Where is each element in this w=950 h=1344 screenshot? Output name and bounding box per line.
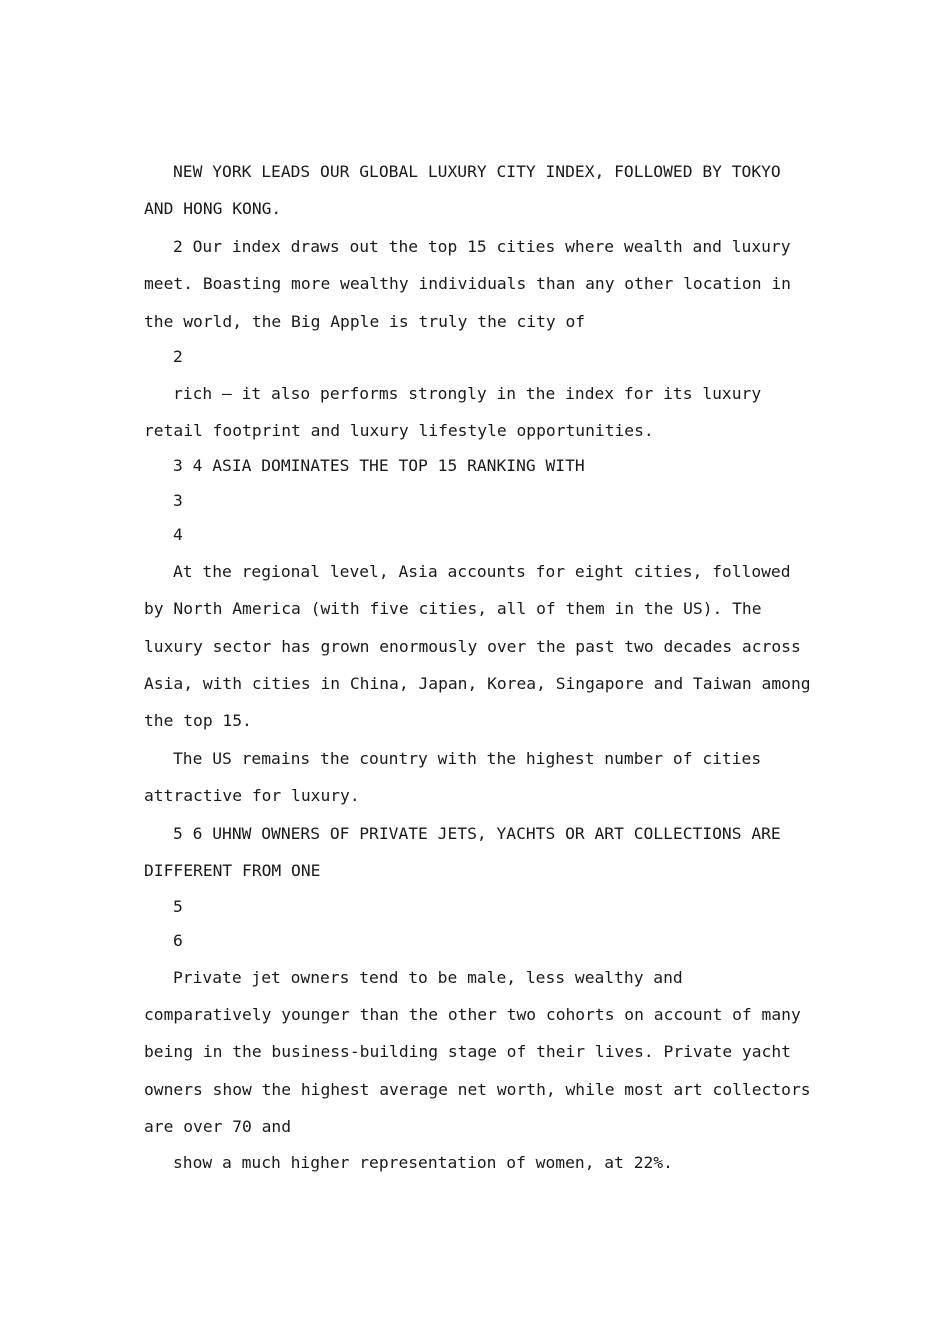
paragraph-private-jet: Private jet owners tend to be male, less wealthy and comparatively younger than the other two cohorts on account of many being in the business-building stage of their lives. Private yacht owners show the highest average net worth, while most art collectors are over 70 and	[144, 967, 811, 1137]
heading-new-york: NEW YORK LEADS OUR GLOBAL LUXURY CITY INDEX, FOLLOWED BY TOKYO AND HONG KONG.	[144, 162, 781, 219]
paragraph-us: The US remains the country with the highest number of cities attractive for luxury.	[144, 748, 762, 806]
footnote-number: 4	[173, 525, 183, 545]
paragraph-women: show a much higher representation of women, at 22%.	[173, 1152, 673, 1172]
paragraph-regional: At the regional level, Asia accounts for eight cities, followed by North America (with five cities, all of them in the US). The luxury sector has grown enormously over the past two decades across Asia, with cities in China, Japan, Korea, Singapore and Taiwan among the top 15.	[144, 561, 811, 731]
heading-uhnw: 5 6 UHNW OWNERS OF PRIVATE JETS, YACHTS OR ART COLLECTIONS ARE DIFFERENT FROM ONE	[144, 823, 781, 881]
document-body	[144, 153, 814, 1180]
footnote-number: 3	[173, 490, 183, 510]
footnote-number: 5	[173, 896, 183, 916]
footnote-number: 6	[173, 931, 183, 950]
heading-asia: 3 4 ASIA DOMINATES THE TOP 15 RANKING WITH	[173, 456, 585, 476]
footnote-number: 2	[173, 347, 183, 367]
paragraph-index: 2 Our index draws out the top 15 cities where wealth and luxury meet. Boasting more wealthy individuals than any other location in the world, the Big Apple is truly the city of	[144, 236, 791, 331]
paragraph-rich: rich – it also performs strongly in the index for its luxury retail footprint and luxury lifestyle opportunities.	[144, 383, 762, 440]
